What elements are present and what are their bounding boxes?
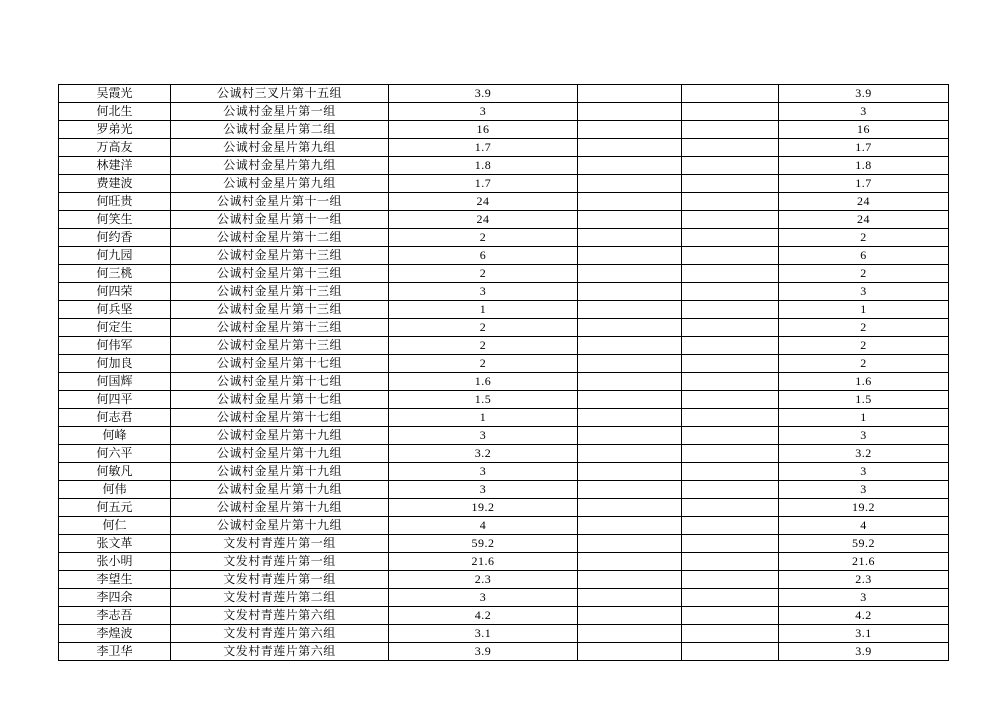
cell-blank-a[interactable] <box>578 247 682 265</box>
cell-group[interactable]: 公诚村金星片第十三组 <box>171 301 389 319</box>
cell-blank-b[interactable] <box>682 643 779 661</box>
cell-area[interactable]: 3 <box>389 463 578 481</box>
cell-name[interactable]: 何志君 <box>59 409 171 427</box>
cell-blank-b[interactable] <box>682 589 779 607</box>
cell-total[interactable]: 1.6 <box>779 373 949 391</box>
cell-area[interactable]: 24 <box>389 211 578 229</box>
cell-blank-a[interactable] <box>578 139 682 157</box>
cell-name[interactable]: 万高友 <box>59 139 171 157</box>
table-row[interactable] <box>59 499 949 517</box>
cell-group[interactable]: 公诚村金星片第十一组 <box>171 193 389 211</box>
cell-total[interactable]: 3 <box>779 463 949 481</box>
cell-group[interactable]: 公诚村金星片第十七组 <box>171 355 389 373</box>
cell-blank-a[interactable] <box>578 211 682 229</box>
cell-area[interactable]: 3 <box>389 427 578 445</box>
cell-group[interactable]: 公诚村金星片第十三组 <box>171 319 389 337</box>
cell-blank-b[interactable] <box>682 103 779 121</box>
cell-area[interactable]: 3.2 <box>389 445 578 463</box>
cell-name[interactable]: 何六平 <box>59 445 171 463</box>
cell-area[interactable]: 1.5 <box>389 391 578 409</box>
cell-total[interactable]: 6 <box>779 247 949 265</box>
cell-name[interactable]: 何北生 <box>59 103 171 121</box>
cell-total[interactable]: 1.7 <box>779 175 949 193</box>
cell-area[interactable]: 1.8 <box>389 157 578 175</box>
cell-blank-a[interactable] <box>578 535 682 553</box>
cell-name[interactable]: 李志吾 <box>59 607 171 625</box>
cell-area[interactable]: 3 <box>389 481 578 499</box>
table-row[interactable] <box>59 571 949 589</box>
cell-total[interactable]: 1 <box>779 409 949 427</box>
cell-total[interactable]: 1 <box>779 301 949 319</box>
table-row[interactable] <box>59 643 949 661</box>
cell-name[interactable]: 何笑生 <box>59 211 171 229</box>
cell-total[interactable]: 1.5 <box>779 391 949 409</box>
cell-total[interactable]: 16 <box>779 121 949 139</box>
cell-area[interactable]: 6 <box>389 247 578 265</box>
cell-area[interactable]: 1 <box>389 301 578 319</box>
cell-blank-a[interactable] <box>578 445 682 463</box>
table-row[interactable] <box>59 589 949 607</box>
cell-name[interactable]: 李四余 <box>59 589 171 607</box>
cell-blank-a[interactable] <box>578 85 682 103</box>
cell-blank-b[interactable] <box>682 517 779 535</box>
cell-total[interactable]: 3 <box>779 283 949 301</box>
cell-blank-a[interactable] <box>578 391 682 409</box>
table-row[interactable] <box>59 319 949 337</box>
table-row[interactable] <box>59 553 949 571</box>
cell-blank-b[interactable] <box>682 607 779 625</box>
cell-area[interactable]: 2 <box>389 319 578 337</box>
cell-blank-a[interactable] <box>578 607 682 625</box>
table-row[interactable] <box>59 409 949 427</box>
cell-area[interactable]: 3.9 <box>389 85 578 103</box>
cell-area[interactable]: 3 <box>389 589 578 607</box>
cell-name[interactable]: 罗弟光 <box>59 121 171 139</box>
data-table <box>58 84 949 661</box>
cell-blank-b[interactable] <box>682 265 779 283</box>
cell-total[interactable]: 2 <box>779 229 949 247</box>
cell-group[interactable]: 公诚村金星片第十一组 <box>171 211 389 229</box>
cell-blank-a[interactable] <box>578 103 682 121</box>
cell-area[interactable]: 59.2 <box>389 535 578 553</box>
cell-group[interactable]: 公诚村金星片第十九组 <box>171 481 389 499</box>
cell-name[interactable]: 张文革 <box>59 535 171 553</box>
cell-area[interactable]: 4 <box>389 517 578 535</box>
cell-blank-b[interactable] <box>682 355 779 373</box>
cell-total[interactable]: 3 <box>779 589 949 607</box>
table-row[interactable] <box>59 157 949 175</box>
table-row[interactable] <box>59 301 949 319</box>
cell-group[interactable]: 公诚村金星片第十七组 <box>171 409 389 427</box>
cell-blank-a[interactable] <box>578 337 682 355</box>
cell-total[interactable]: 1.8 <box>779 157 949 175</box>
cell-total[interactable]: 4 <box>779 517 949 535</box>
cell-name[interactable]: 何敏凡 <box>59 463 171 481</box>
cell-blank-a[interactable] <box>578 463 682 481</box>
cell-total[interactable]: 2 <box>779 337 949 355</box>
cell-area[interactable]: 2 <box>389 355 578 373</box>
cell-name[interactable]: 何九园 <box>59 247 171 265</box>
cell-total[interactable]: 4.2 <box>779 607 949 625</box>
cell-name[interactable]: 张小明 <box>59 553 171 571</box>
cell-blank-a[interactable] <box>578 517 682 535</box>
cell-name[interactable]: 李望生 <box>59 571 171 589</box>
cell-blank-b[interactable] <box>682 229 779 247</box>
cell-group[interactable]: 公诚村金星片第十七组 <box>171 373 389 391</box>
cell-area[interactable]: 19.2 <box>389 499 578 517</box>
cell-blank-a[interactable] <box>578 625 682 643</box>
cell-blank-a[interactable] <box>578 409 682 427</box>
cell-blank-b[interactable] <box>682 391 779 409</box>
cell-blank-a[interactable] <box>578 265 682 283</box>
cell-area[interactable]: 2.3 <box>389 571 578 589</box>
cell-area[interactable]: 3.9 <box>389 643 578 661</box>
cell-blank-b[interactable] <box>682 571 779 589</box>
cell-total[interactable]: 3.9 <box>779 85 949 103</box>
cell-blank-b[interactable] <box>682 121 779 139</box>
cell-name[interactable]: 何四平 <box>59 391 171 409</box>
cell-name[interactable]: 何伟 <box>59 481 171 499</box>
cell-blank-a[interactable] <box>578 193 682 211</box>
table-row[interactable] <box>59 607 949 625</box>
cell-area[interactable]: 1.6 <box>389 373 578 391</box>
cell-blank-a[interactable] <box>578 643 682 661</box>
table-row[interactable] <box>59 247 949 265</box>
table-row[interactable] <box>59 481 949 499</box>
table-row[interactable] <box>59 463 949 481</box>
cell-name[interactable]: 何定生 <box>59 319 171 337</box>
cell-blank-b[interactable] <box>682 301 779 319</box>
cell-total[interactable]: 3.9 <box>779 643 949 661</box>
cell-name[interactable]: 费建波 <box>59 175 171 193</box>
cell-total[interactable]: 3.2 <box>779 445 949 463</box>
cell-group[interactable]: 公诚村金星片第九组 <box>171 175 389 193</box>
cell-name[interactable]: 李卫华 <box>59 643 171 661</box>
cell-total[interactable]: 3 <box>779 427 949 445</box>
cell-name[interactable]: 何旺贵 <box>59 193 171 211</box>
cell-total[interactable]: 24 <box>779 211 949 229</box>
cell-group[interactable]: 公诚村金星片第十九组 <box>171 427 389 445</box>
cell-name[interactable]: 何三桃 <box>59 265 171 283</box>
cell-blank-b[interactable] <box>682 373 779 391</box>
cell-blank-b[interactable] <box>682 211 779 229</box>
cell-name[interactable]: 吴霞光 <box>59 85 171 103</box>
table-row[interactable] <box>59 373 949 391</box>
cell-area[interactable]: 1 <box>389 409 578 427</box>
cell-total[interactable]: 2 <box>779 265 949 283</box>
cell-group[interactable]: 公诚村金星片第十三组 <box>171 247 389 265</box>
cell-group[interactable]: 文发村青莲片第一组 <box>171 535 389 553</box>
table-row[interactable] <box>59 535 949 553</box>
table-row[interactable] <box>59 283 949 301</box>
cell-blank-a[interactable] <box>578 373 682 391</box>
cell-blank-a[interactable] <box>578 481 682 499</box>
cell-name[interactable]: 何加良 <box>59 355 171 373</box>
cell-group[interactable]: 文发村青莲片第一组 <box>171 571 389 589</box>
cell-group[interactable]: 公诚村金星片第十九组 <box>171 517 389 535</box>
cell-group[interactable]: 公诚村金星片第十九组 <box>171 445 389 463</box>
cell-area[interactable]: 1.7 <box>389 139 578 157</box>
cell-blank-b[interactable] <box>682 175 779 193</box>
cell-name[interactable]: 何峰 <box>59 427 171 445</box>
cell-blank-b[interactable] <box>682 247 779 265</box>
cell-group[interactable]: 文发村青莲片第二组 <box>171 589 389 607</box>
cell-blank-b[interactable] <box>682 319 779 337</box>
table-row[interactable] <box>59 337 949 355</box>
cell-name[interactable]: 林建洋 <box>59 157 171 175</box>
cell-blank-b[interactable] <box>682 553 779 571</box>
cell-group[interactable]: 公诚村金星片第十三组 <box>171 265 389 283</box>
cell-area[interactable]: 16 <box>389 121 578 139</box>
cell-name[interactable]: 何兵坚 <box>59 301 171 319</box>
cell-blank-b[interactable] <box>682 283 779 301</box>
table-body <box>59 85 949 661</box>
cell-group[interactable]: 文发村青莲片第六组 <box>171 625 389 643</box>
table-row[interactable] <box>59 517 949 535</box>
table-row[interactable] <box>59 445 949 463</box>
cell-blank-b[interactable] <box>682 337 779 355</box>
table-row[interactable] <box>59 211 949 229</box>
cell-group[interactable]: 公诚村金星片第十三组 <box>171 283 389 301</box>
cell-total[interactable]: 3.1 <box>779 625 949 643</box>
cell-name[interactable]: 李煌波 <box>59 625 171 643</box>
cell-blank-b[interactable] <box>682 625 779 643</box>
cell-name[interactable]: 何伟军 <box>59 337 171 355</box>
cell-group[interactable]: 公诚村金星片第十三组 <box>171 337 389 355</box>
cell-name[interactable]: 何仁 <box>59 517 171 535</box>
cell-blank-a[interactable] <box>578 301 682 319</box>
table-row[interactable] <box>59 427 949 445</box>
cell-total[interactable]: 24 <box>779 193 949 211</box>
cell-group[interactable]: 公诚村金星片第十二组 <box>171 229 389 247</box>
cell-total[interactable]: 2 <box>779 319 949 337</box>
cell-blank-a[interactable] <box>578 571 682 589</box>
cell-total[interactable]: 3 <box>779 103 949 121</box>
cell-area[interactable]: 24 <box>389 193 578 211</box>
table-row[interactable] <box>59 85 949 103</box>
cell-group[interactable]: 文发村青莲片第六组 <box>171 643 389 661</box>
cell-blank-b[interactable] <box>682 535 779 553</box>
cell-total[interactable]: 2.3 <box>779 571 949 589</box>
cell-blank-b[interactable] <box>682 157 779 175</box>
cell-blank-b[interactable] <box>682 139 779 157</box>
cell-blank-b[interactable] <box>682 463 779 481</box>
cell-blank-a[interactable] <box>578 355 682 373</box>
table-row[interactable] <box>59 175 949 193</box>
cell-blank-a[interactable] <box>578 319 682 337</box>
cell-area[interactable]: 2 <box>389 265 578 283</box>
cell-total[interactable]: 59.2 <box>779 535 949 553</box>
table-row[interactable] <box>59 625 949 643</box>
table-row[interactable] <box>59 229 949 247</box>
cell-area[interactable]: 21.6 <box>389 553 578 571</box>
cell-blank-b[interactable] <box>682 85 779 103</box>
cell-blank-a[interactable] <box>578 229 682 247</box>
cell-blank-a[interactable] <box>578 157 682 175</box>
cell-area[interactable]: 3.1 <box>389 625 578 643</box>
table-row[interactable] <box>59 139 949 157</box>
cell-name[interactable]: 何五元 <box>59 499 171 517</box>
cell-name[interactable]: 何约香 <box>59 229 171 247</box>
cell-blank-a[interactable] <box>578 499 682 517</box>
table-row[interactable] <box>59 355 949 373</box>
table-row[interactable] <box>59 193 949 211</box>
cell-area[interactable]: 3 <box>389 283 578 301</box>
cell-blank-b[interactable] <box>682 427 779 445</box>
cell-blank-b[interactable] <box>682 499 779 517</box>
cell-blank-b[interactable] <box>682 481 779 499</box>
cell-blank-b[interactable] <box>682 445 779 463</box>
table-row[interactable] <box>59 121 949 139</box>
cell-area[interactable]: 2 <box>389 229 578 247</box>
table-row[interactable] <box>59 265 949 283</box>
cell-total[interactable]: 3 <box>779 481 949 499</box>
cell-total[interactable]: 2 <box>779 355 949 373</box>
cell-blank-a[interactable] <box>578 121 682 139</box>
cell-blank-a[interactable] <box>578 175 682 193</box>
cell-blank-a[interactable] <box>578 553 682 571</box>
cell-blank-a[interactable] <box>578 427 682 445</box>
cell-blank-a[interactable] <box>578 283 682 301</box>
cell-group[interactable]: 公诚村金星片第二组 <box>171 121 389 139</box>
cell-group[interactable]: 公诚村金星片第九组 <box>171 139 389 157</box>
cell-blank-b[interactable] <box>682 193 779 211</box>
cell-group[interactable]: 文发村青莲片第一组 <box>171 553 389 571</box>
cell-group[interactable]: 公诚村金星片第一组 <box>171 103 389 121</box>
table-row[interactable] <box>59 391 949 409</box>
cell-area[interactable]: 1.7 <box>389 175 578 193</box>
cell-group[interactable]: 公诚村金星片第九组 <box>171 157 389 175</box>
cell-name[interactable]: 何四荣 <box>59 283 171 301</box>
cell-group[interactable]: 公诚村金星片第十七组 <box>171 391 389 409</box>
table-row[interactable] <box>59 103 949 121</box>
cell-area[interactable]: 3 <box>389 103 578 121</box>
cell-area[interactable]: 2 <box>389 337 578 355</box>
cell-group[interactable]: 公诚村金星片第十九组 <box>171 499 389 517</box>
table-container <box>58 84 942 661</box>
cell-total[interactable]: 19.2 <box>779 499 949 517</box>
cell-area[interactable]: 4.2 <box>389 607 578 625</box>
cell-group[interactable]: 文发村青莲片第六组 <box>171 607 389 625</box>
cell-name[interactable]: 何国辉 <box>59 373 171 391</box>
cell-total[interactable]: 1.7 <box>779 139 949 157</box>
cell-group[interactable]: 公诚村金星片第十九组 <box>171 463 389 481</box>
cell-blank-a[interactable] <box>578 589 682 607</box>
cell-blank-b[interactable] <box>682 409 779 427</box>
cell-total[interactable]: 21.6 <box>779 553 949 571</box>
cell-group[interactable]: 公诚村三叉片第十五组 <box>171 85 389 103</box>
